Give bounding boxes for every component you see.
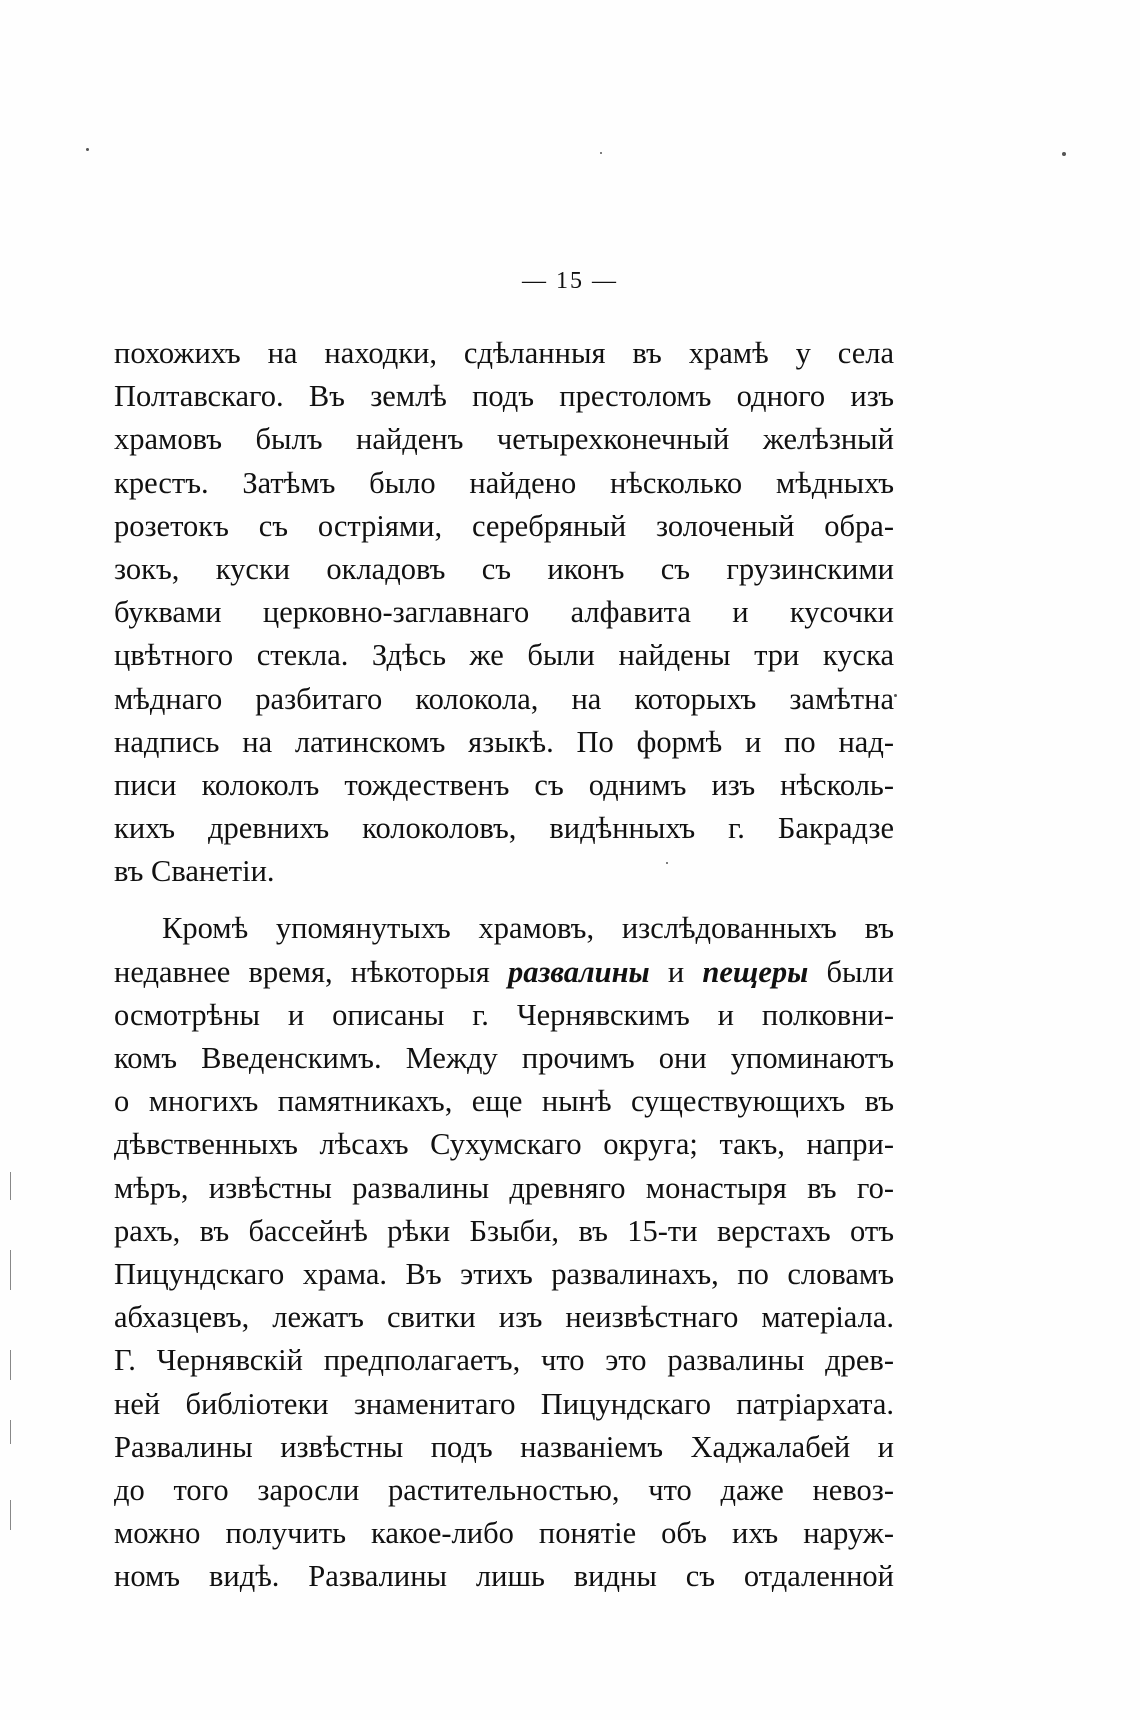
text-line: храмовъ былъ найденъ четырехконечный желѣзный bbox=[114, 422, 894, 457]
text-fragment: недавнее время, нѣкоторыя bbox=[114, 954, 508, 989]
text-line: рахъ, въ бассейнѣ рѣки Бзыби, въ 15-ти верстахъ отъ bbox=[114, 1213, 894, 1248]
body-text bbox=[114, 332, 894, 1598]
text-fragment: были bbox=[808, 954, 894, 989]
text-line: можно получить какое-либо понятіе объ ихъ наруж- bbox=[114, 1516, 894, 1551]
text-line: абхазцевъ, лежатъ свитки изъ неизвѣстнаго матеріала. bbox=[114, 1300, 894, 1335]
text-line: зокъ, куски окладовъ съ иконъ съ грузинскими bbox=[114, 551, 894, 586]
scan-edge-mark bbox=[10, 1172, 11, 1200]
emphasis-ruins: развалины bbox=[507, 954, 650, 989]
text-line: Кромѣ упомянутыхъ храмовъ, изслѣдованныхъ въ bbox=[162, 911, 894, 946]
scan-edge-mark bbox=[10, 1420, 11, 1444]
text-line: номъ видѣ. Развалины лишь видны съ отдаленной bbox=[114, 1559, 894, 1594]
text-line: кихъ древнихъ колоколовъ, видѣнныхъ г. Бакрадзе bbox=[114, 811, 894, 846]
text-line: розетокъ съ остріями, серебряный золоченый обра- bbox=[114, 508, 894, 543]
text-line: ней библіотеки знаменитаго Пицундскаго патріархата. bbox=[114, 1386, 894, 1421]
scan-speck bbox=[86, 148, 89, 151]
scan-edge-mark bbox=[10, 1500, 11, 1530]
text-line: о многихъ памятникахъ, еще нынѣ существующихъ въ bbox=[114, 1084, 894, 1119]
text-line: до того заросли растительностью, что даже невоз- bbox=[114, 1472, 894, 1507]
text-line: Г. Чернявскій предполагаетъ, что это развалины древ- bbox=[114, 1343, 894, 1378]
text-line: осмотрѣны и описаны г. Чернявскимъ и полковни- bbox=[114, 997, 894, 1032]
text-line: въ Сванетіи. bbox=[114, 854, 275, 889]
text-line: крестъ. Затѣмъ было найдено нѣсколько мѣдныхъ bbox=[114, 465, 894, 500]
text-line: мѣднаго разбитаго колокола, на которыхъ замѣтна bbox=[114, 681, 894, 716]
text-line: комъ Введенскимъ. Между прочимъ они упоминаютъ bbox=[114, 1041, 894, 1075]
text-fragment: и bbox=[649, 954, 703, 989]
paragraph-gap bbox=[114, 893, 894, 907]
text-line: Развалины извѣстны подъ названіемъ Хаджалабей и bbox=[114, 1429, 894, 1464]
text-line: Пицундскаго храма. Въ этихъ развалинахъ, по словамъ bbox=[114, 1256, 894, 1291]
emphasis-caves: пещеры bbox=[702, 954, 809, 989]
text-line: цвѣтного стекла. Здѣсь же были найдены три куска bbox=[114, 638, 894, 673]
text-line-with-emphasis bbox=[114, 951, 894, 994]
text-line: надпись на латинскомъ языкѣ. По формѣ и по над- bbox=[114, 724, 894, 759]
page-number: — 15 — bbox=[522, 268, 618, 294]
text-line: буквами церковно-заглавнаго алфавита и кусочки bbox=[114, 595, 894, 630]
text-line: дѣвственныхъ лѣсахъ Сухумскаго округа; такъ, напри- bbox=[114, 1127, 894, 1162]
scan-speck bbox=[1062, 152, 1066, 156]
scan-edge-mark bbox=[10, 1350, 11, 1380]
scan-edge-mark bbox=[10, 1250, 11, 1290]
text-line: Полтавскаго. Въ землѣ подъ престоломъ одного изъ bbox=[114, 379, 894, 414]
scan-speck bbox=[600, 152, 602, 154]
scan-speck bbox=[894, 694, 897, 697]
text-line: похожихъ на находки, сдѣланныя въ храмѣ у села bbox=[114, 336, 894, 370]
text-line: мѣръ, извѣстны развалины древняго монастыря въ го- bbox=[114, 1170, 894, 1205]
text-line: писи колоколъ тождественъ съ однимъ изъ нѣсколь- bbox=[114, 767, 894, 802]
